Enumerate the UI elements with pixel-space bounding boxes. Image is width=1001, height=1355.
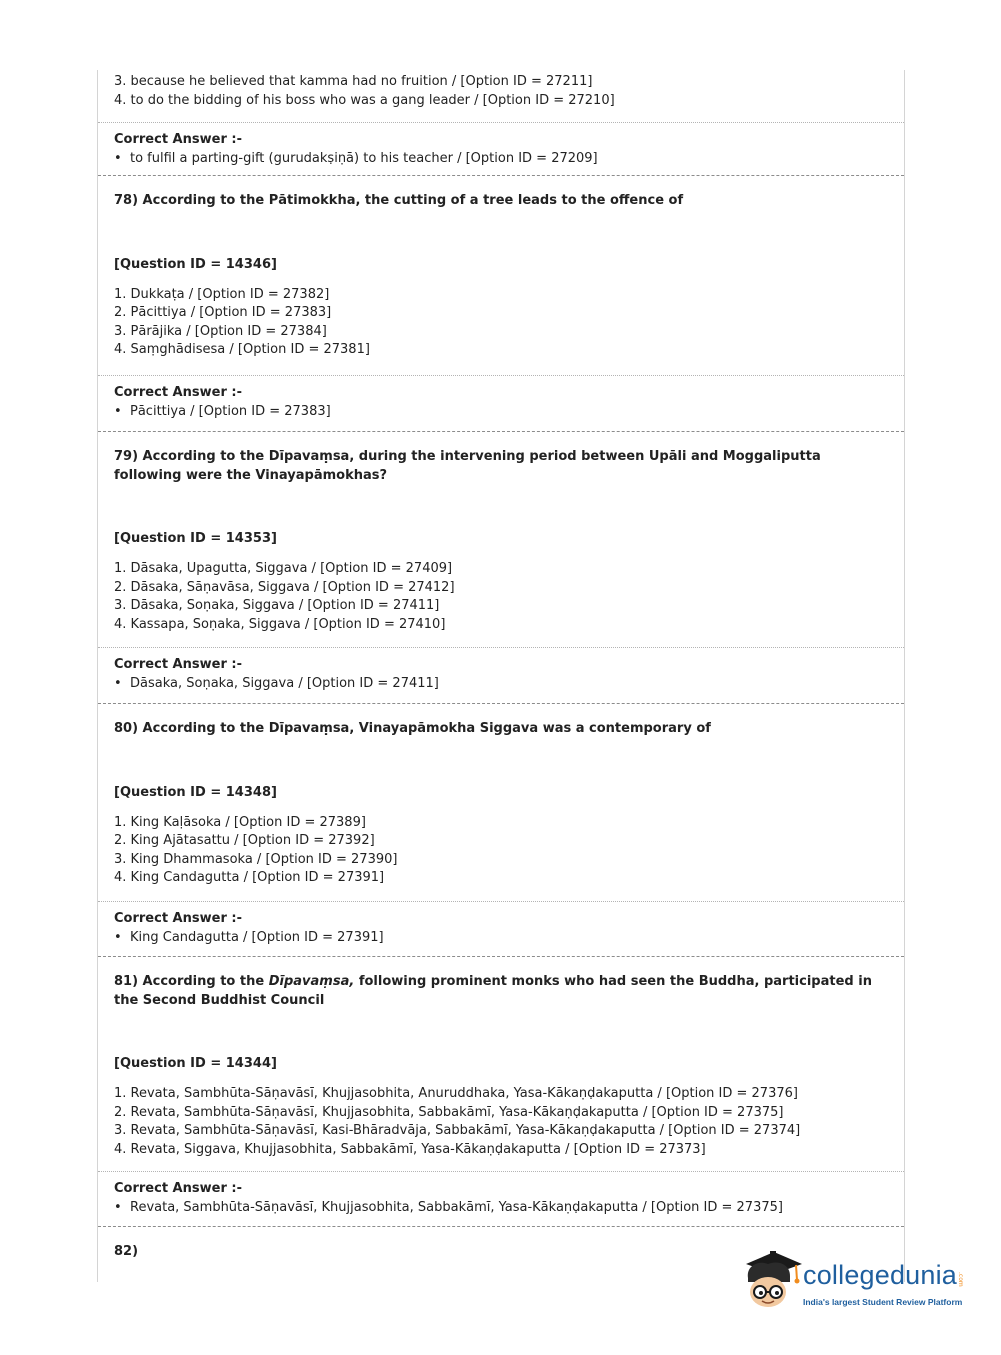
- option-line: 4. King Candagutta / [Option ID = 27391]: [114, 870, 385, 886]
- option-line: 4. Kassapa, Soṇaka, Siggava / [Option ID = 27410]: [114, 616, 446, 632]
- question-block: [98, 704, 904, 901]
- question-number: 82): [114, 1244, 139, 1259]
- option-line: 3. Pārājika / [Option ID = 27384]: [114, 323, 327, 339]
- option-line: 4. Saṃghādisesa / [Option ID = 27381]: [114, 342, 370, 358]
- question-block: [98, 176, 904, 375]
- question-id: [Question ID = 14344]: [114, 1056, 277, 1071]
- question-text: 80) According to the Dīpavaṃsa, Vinayapāmokha Siggava was a contemporary of: [114, 721, 711, 736]
- option-line: 2. Dāsaka, Sāṇavāsa, Siggava / [Option ID = 27412]: [114, 579, 455, 595]
- correct-answer-label: Correct Answer :-: [114, 911, 242, 926]
- options-list: [114, 814, 888, 888]
- correct-answer-label: Correct Answer :-: [114, 657, 242, 672]
- exam-page: [97, 70, 905, 1282]
- option-line: 2. Revata, Sambhūta-Sāṇavāsī, Khujjasobhita, Sabbakāmī, Yasa-Kākaṇḍakaputta / [Option ID = 27375]: [114, 1104, 784, 1120]
- correct-answer-section: [98, 902, 904, 956]
- logo-tagline: India's largest Student Review Platform: [803, 1297, 963, 1307]
- question-text: 79) According to the Dīpavaṃsa, during the intervening period between Upāli and Moggaliputta following were the Vinayapāmokhas?: [114, 449, 821, 483]
- option-line: 3. Dāsaka, Soṇaka, Siggava / [Option ID = 27411]: [114, 598, 440, 614]
- correct-answer: • King Candagutta / [Option ID = 27391]: [114, 928, 888, 948]
- question-text-part: following prominent monks who had seen the Buddha, participated in the Second Buddhist Council: [114, 974, 872, 1008]
- option-line: 2. Pācittiya / [Option ID = 27383]: [114, 305, 332, 321]
- question-id: [Question ID = 14353]: [114, 531, 277, 546]
- prev-question-options: [98, 70, 904, 122]
- option-line: 1. King Kaḷāsoka / [Option ID = 27389]: [114, 814, 366, 830]
- correct-answer: • Pācittiya / [Option ID = 27383]: [114, 402, 888, 422]
- option-line: 2. King Ajātasattu / [Option ID = 27392]: [114, 833, 375, 849]
- correct-answer-section: [98, 648, 904, 703]
- option-line: 3. because he believed that kamma had no fruition / [Option ID = 27211]: [114, 74, 593, 89]
- question-id: [Question ID = 14346]: [114, 256, 277, 272]
- question-text-part: 81) According to the: [114, 974, 269, 989]
- correct-answer: • Dāsaka, Soṇaka, Siggava / [Option ID = 27411]: [114, 674, 888, 694]
- logo-wordmark: collegedunia: [803, 1260, 958, 1290]
- option-line: 1. Revata, Sambhūta-Sāṇavāsī, Khujjasobhita, Anuruddhaka, Yasa-Kākaṇḍakaputta / [Option ID = 27376]: [114, 1086, 798, 1101]
- correct-answer-label: Correct Answer :-: [114, 1181, 242, 1196]
- question-block: [98, 957, 904, 1171]
- collegedunia-logo: [740, 1248, 970, 1316]
- mascot-icon: [740, 1248, 804, 1316]
- options-list: [114, 1085, 888, 1159]
- question-text: 78) According to the Pātimokkha, the cutting of a tree leads to the offence of: [114, 193, 684, 208]
- correct-answer-section: [98, 1172, 904, 1226]
- question-text: [114, 973, 894, 1010]
- logo-domain-suffix: .com: [957, 1272, 964, 1287]
- option-line: 1. Dāsaka, Upagutta, Siggava / [Option ID = 27409]: [114, 561, 453, 576]
- correct-answer-label: Correct Answer :-: [114, 385, 242, 400]
- option-line: 1. Dukkaṭa / [Option ID = 27382]: [114, 286, 330, 302]
- option-line: 3. King Dhammasoka / [Option ID = 27390]: [114, 851, 398, 867]
- correct-answer-section: [98, 123, 904, 175]
- option-line: 3. Revata, Sambhūta-Sāṇavāsī, Kasi-Bhāradvāja, Sabbakāmī, Yasa-Kākaṇḍakaputta / [Option ID = 27374]: [114, 1123, 801, 1139]
- option-line: 4. to do the bidding of his boss who was a gang leader / [Option ID = 27210]: [114, 92, 615, 108]
- question-text-italic: Dīpavaṃsa,: [268, 974, 355, 989]
- correct-answer: • to fulfil a parting-gift (gurudakṣiṇā) to his teacher / [Option ID = 27209]: [114, 149, 888, 169]
- question-id: [Question ID = 14348]: [114, 784, 277, 800]
- correct-answer: • Revata, Sambhūta-Sāṇavāsī, Khujjasobhita, Sabbakāmī, Yasa-Kākaṇḍakaputta / [Option ID = 27375]: [114, 1198, 888, 1218]
- question-block: [98, 432, 904, 647]
- correct-answer-label: Correct Answer :-: [114, 132, 242, 147]
- correct-answer-section: [98, 376, 904, 431]
- options-list: [114, 286, 888, 360]
- option-line: 4. Revata, Siggava, Khujjasobhita, Sabbakāmī, Yasa-Kākaṇḍakaputta / [Option ID = 27373]: [114, 1141, 706, 1157]
- options-list: [114, 560, 888, 634]
